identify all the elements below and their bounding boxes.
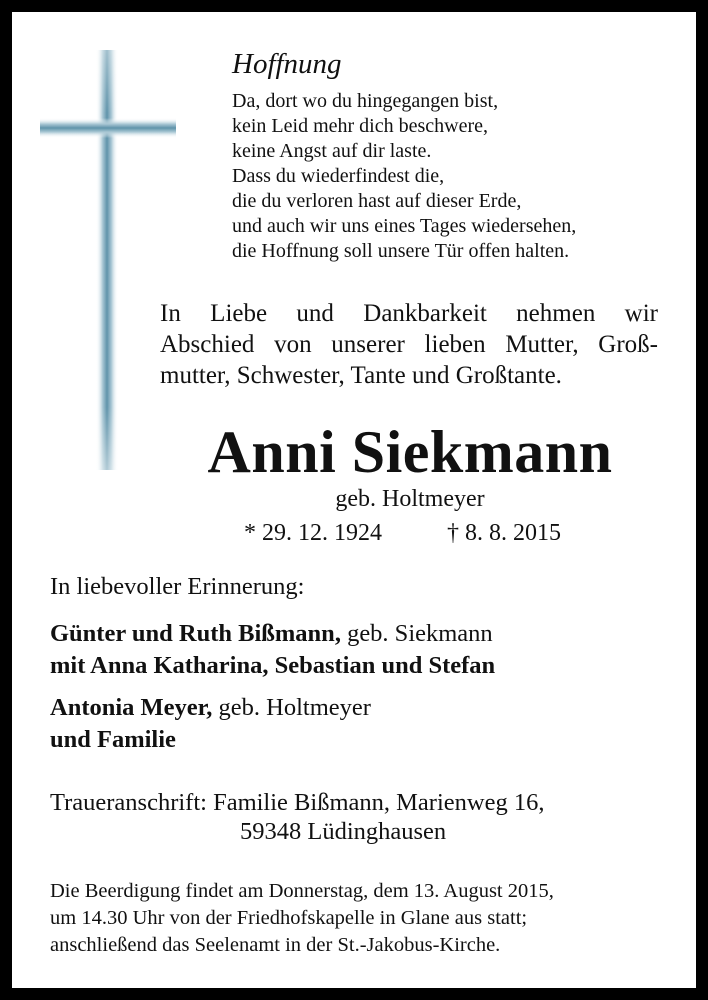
poem-line: keine Angst auf dir laste. (232, 140, 432, 162)
mourner-group-1-line-2: mit Anna Katharina, Sebastian und Stefan (50, 652, 496, 679)
birth-name: geb. Holtmeyer (335, 486, 485, 512)
address-city: 59348 Lüdinghausen (240, 818, 447, 845)
mourner-group-2 (50, 694, 371, 722)
mourner-group-1 (50, 620, 493, 648)
poem-line: die Hoffnung soll unsere Tür offen halten. (232, 240, 570, 262)
poem-title: Hoffnung (232, 48, 342, 80)
funeral-line: anschließend das Seelenamt in der St.-Jakobus-Kirche. (50, 934, 501, 956)
poem-line: und auch wir uns eines Tages wiedersehen, (232, 215, 577, 237)
intro-line: mutter, Schwester, Tante und Großtante. (160, 362, 562, 389)
address-line: Traueranschrift: Familie Bißmann, Marienweg 16, (50, 789, 545, 816)
mourner-name: Antonia Meyer, (50, 694, 213, 721)
poem-line: Da, dort wo du hingegangen bist, (232, 90, 499, 112)
mourners-heading: In liebevoller Erinnerung: (50, 573, 305, 600)
intro-line: Abschied von unserer lieben Mutter, Groß- (160, 331, 658, 358)
poem-line: die du verloren hast auf dieser Erde, (232, 190, 522, 212)
deceased-name: Anni Siekmann (207, 419, 613, 485)
cross-icon (40, 50, 180, 475)
mourner-name: Günter und Ruth Bißmann, (50, 620, 341, 647)
mourner-note: geb. Holtmeyer (212, 694, 371, 721)
mourner-group-2-line-2: und Familie (50, 726, 176, 753)
funeral-line: Die Beerdigung findet am Donnerstag, dem 13. August 2015, (50, 880, 554, 902)
intro-line: In Liebe und Dankbarkeit nehmen wir (160, 300, 658, 327)
poem-line: Dass du wiederfindest die, (232, 165, 445, 187)
mourner-note: geb. Siekmann (340, 620, 493, 647)
birth-date: * 29. 12. 1924 (244, 520, 382, 546)
death-date: † 8. 8. 2015 (447, 520, 561, 546)
intro-paragraph (160, 298, 658, 391)
poem-line: kein Leid mehr dich beschwere, (232, 115, 489, 137)
funeral-line: um 14.30 Uhr von der Friedhofskapelle in Glane aus statt; (50, 907, 528, 929)
